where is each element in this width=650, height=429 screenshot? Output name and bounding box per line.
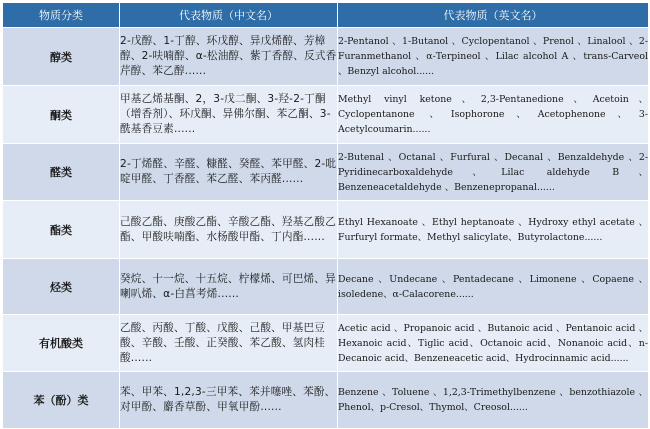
english-names-cell: Benzene 、Toluene 、1,2,3-Trimethylbenzene 、benzothiazole 、Phenol、p-Cresol、Thymol、Creosol...... [338,372,649,429]
header-category: 物质分类 [3,3,120,28]
english-names-cell: Acetic acid 、Propanoic acid 、Butanoic acid 、Pentanoic acid 、Hexanoic acid、Tiglic acid、Octanoic acid、Nonanoic acid、n-Decanoic acid、Benzeneacetic acid、Hydrocinnamic acid...... [338,315,649,372]
table-row [3,28,649,86]
category-cell: 有机酸类 [3,315,120,372]
category-cell: 酯类 [3,201,120,259]
table-row [3,372,649,429]
chinese-names-cell: 2-戊醇、1-丁醇、环戊醇、异戊烯醇、芳樟醇、2-呋喃醇、α-松油醇、紫丁香醇、反式香芹醇、苯乙醇...... [120,28,338,86]
category-cell: 醛类 [3,144,120,201]
table-row [3,259,649,315]
compound-table [2,2,649,429]
table-row [3,86,649,144]
chinese-names-cell: 2-丁烯醛、辛醛、糠醛、癸醛、苯甲醛、2-吡啶甲醛、丁香醛、苯乙醛、苯丙醛...... [120,144,338,201]
header-english-name: 代表物质（英文名） [338,3,649,28]
english-names-cell: Ethyl Hexanoate 、Ethyl heptanoate 、Hydroxy ethyl acetate 、Furfuryl formate、Methyl salicylate、Butyrolactone...... [338,201,649,259]
category-cell: 苯（酚）类 [3,372,120,429]
english-names-cell: Methyl vinyl ketone、2,3-Pentanedione、Acetoin、Cyclopentanone 、Isophorone、Acetophenone、3-Acetylcoumarin...... [338,86,649,144]
category-cell: 烃类 [3,259,120,315]
category-cell: 醇类 [3,28,120,86]
chinese-names-cell: 苯、甲苯、1,2,3-三甲苯、苯并噻唑、苯酚、对甲酚、麝香草酚、甲氧甲酚...... [120,372,338,429]
english-names-cell: Decane 、Undecane 、Pentadecane 、Limonene 、Copaene 、isoledene、α-Calacorene...... [338,259,649,315]
chinese-names-cell: 己酸乙酯、庚酸乙酯、辛酸乙酯、羟基乙酸乙酯、甲酸呋喃酯、水杨酸甲酯、丁内酯...... [120,201,338,259]
chinese-names-cell: 甲基乙烯基酮、2，3-戊二酮、3-羟-2-丁酮（增香剂）、环戊酮、异佛尔酮、苯乙酮、3-酰基香豆素...... [120,86,338,144]
header-chinese-name: 代表物质（中文名） [120,3,338,28]
table-header-row [3,3,649,28]
category-cell: 酮类 [3,86,120,144]
chinese-names-cell: 乙酸、丙酸、丁酸、戊酸、己酸、甲基巴豆酸、辛酸、壬酸、正癸酸、苯乙酸、氢肉桂酸...... [120,315,338,372]
table-row [3,201,649,259]
english-names-cell: 2-Pentanol 、1-Butanol 、Cyclopentanol 、Prenol 、Linalool 、2-Furanmethanol 、α-Terpineol 、Lilac alcohol A 、trans-Carveol 、Benzyl alcohol...... [338,28,649,86]
english-names-cell: 2-Butenal 、Octanal 、Furfural 、Decanal 、Benzaldehyde 、2-Pyridinecarboxaldehyde、Lilac aldehyde B、Benzeneacetaldehyde 、Benzenepropanal...... [338,144,649,201]
chinese-names-cell: 癸烷、十一烷、十五烷、柠檬烯、可巴烯、异喇叭烯、α-白菖考烯...... [120,259,338,315]
table-row [3,315,649,372]
table-row [3,144,649,201]
